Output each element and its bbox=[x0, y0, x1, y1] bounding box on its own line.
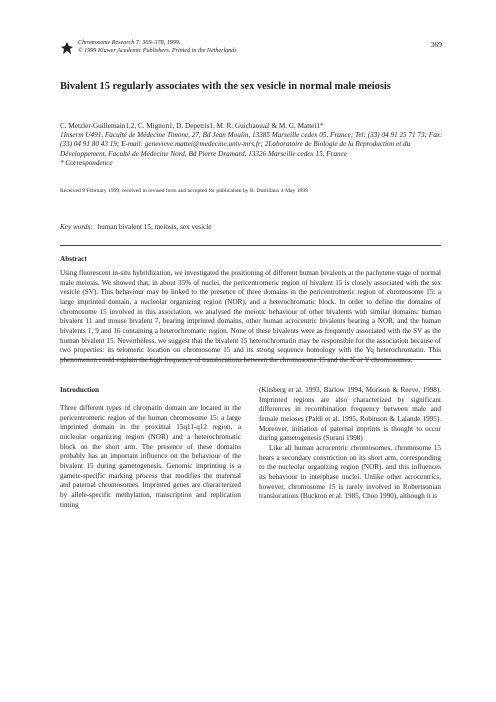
abstract-top-rule bbox=[60, 245, 441, 246]
keywords-text: human bivalent 15, meiosis, sex vesicle bbox=[97, 223, 212, 231]
journal-line: Chromosome Research 7: 369–378, 1999. bbox=[78, 40, 181, 46]
author-list: C. Metzler-Guillemain1,2, C. Mignon1, D. Depetris1, M. R. Guichaoua2 & M. G. Mattei1* bbox=[60, 122, 324, 130]
right-column-paragraph-1: (Kitsberg et al. 1993, Barlow 1994, Morison & Reeve, 1998). Imprinted regions are also characterized by significant differences in recombination frequency between male and female meioses (Paldi et al. 1995, Robinson & Lalande 1995). Moreover, initiation of paternal imprints is thought to occur during gametogenesis (Surani 1998) bbox=[259, 386, 441, 443]
abstract-text: Using fluorescent in-situ hybridization, we investigated the positioning of different human bivalents at the pachytene stage of normal male meiosis. We showed that, in about 35% of nuclei, the pericentromeric region of bivalent 15 is closely associated with the sex vesicle (SV). This behaviour may be linked to the presence of three domains in the pericentromeric region of chromosome 15: a large imprinted domain, a nucleolar organizing region (NOR), and a heterochromatic block. In order to define the domains of chromosome 15 involved in this association, we analysed the meiotic behaviour of other bivalents with similar domains: human bivalent 11 and mouse bivalent 7, bearing imprinted domains, other human acrocentric bivalents bearing a NOR, and the human bivalents 1, 9 and 16 containing a heterochromatic region. None of these bivalents were as frequently associated with the SV as the human bivalent 15. Nevertheless, we suggest that the bivalent 15 heterochromatin may be responsible for the association because of two properties: its telomeric location on chromosome 15 and its strong sequence homology with the Yq heterochromatin. This phenomenon could explain the high frequency of translocations between the chromosome 15 and the X or Y chromosomes. bbox=[60, 269, 441, 364]
introduction-left-column: Three different types of chromatin domain are located in the pericentromeric region of the human chromosome 15: a large imprinted domain in the proximal 15q11-q12 region, a nucleolar organizing region (NOR) and a heterochromatic block on the short arm. The presence of these domains probably has an important influence on the behaviour of the bivalent 15 during gametogenesis. Genomic imprinting is a gamete-specific marking process that modifies the maternal and paternal chromosomes. Imprinted genes are characterized by allele-specific methylation, transcription and replication timing bbox=[60, 404, 241, 509]
abstract-bottom-rule bbox=[60, 359, 441, 360]
correspondence-note: * Correspondence bbox=[60, 159, 113, 168]
right-column-paragraph-2: Like all human acrocentric chromosomes, chromosome 15 bears a secondary constriction on its short arm, corresponding to the nucleolar organizing region (NOR), and this influences its behaviour in interphase nuclei. Unlike other acrocentrics, however, chromosome 15 is rarely involved in Robertsonian translocations (Buckton et al. 1985, Choo 1990), although it is bbox=[259, 443, 441, 501]
keywords-label: Key words: bbox=[60, 223, 93, 231]
publisher-logo-icon bbox=[60, 41, 74, 55]
abstract-heading: Abstract bbox=[60, 255, 87, 263]
article-title: Bivalent 15 regularly associates with the sex vesicle in normal male meiosis bbox=[60, 81, 391, 92]
received-dates: Received 9 February 1999; received in revised form and accepted for publication by B. Dutrillaux 4 May 1999 bbox=[60, 188, 308, 194]
affiliations bbox=[60, 131, 444, 169]
introduction-right-column bbox=[259, 386, 441, 502]
journal-citation bbox=[78, 40, 237, 55]
affiliation-text: 1Inserm U491, Faculté de Médecine Timone, 27, Bd Jean Moulin, 13385 Marseille cedex 05, France; Tel: (33) 04 91 25 71 73; Fax: (33) 04 91 80 43 19; E-mail: genevieve.mattei@medecine.univ-mrs.fr; 2Laboratoire de Biologie de la Reproduction et du Développement, Faculté de Médecine Nord, Bd Pierre Dramard, 13326 Marseille cedex 15, France bbox=[60, 131, 443, 158]
introduction-heading: Introduction bbox=[60, 386, 100, 394]
page-number: 369 bbox=[430, 40, 442, 49]
copyright-line: © 1999 Kluwer Academic Publishers. Printed in the Netherlands bbox=[78, 47, 237, 54]
keywords-line bbox=[60, 223, 211, 231]
